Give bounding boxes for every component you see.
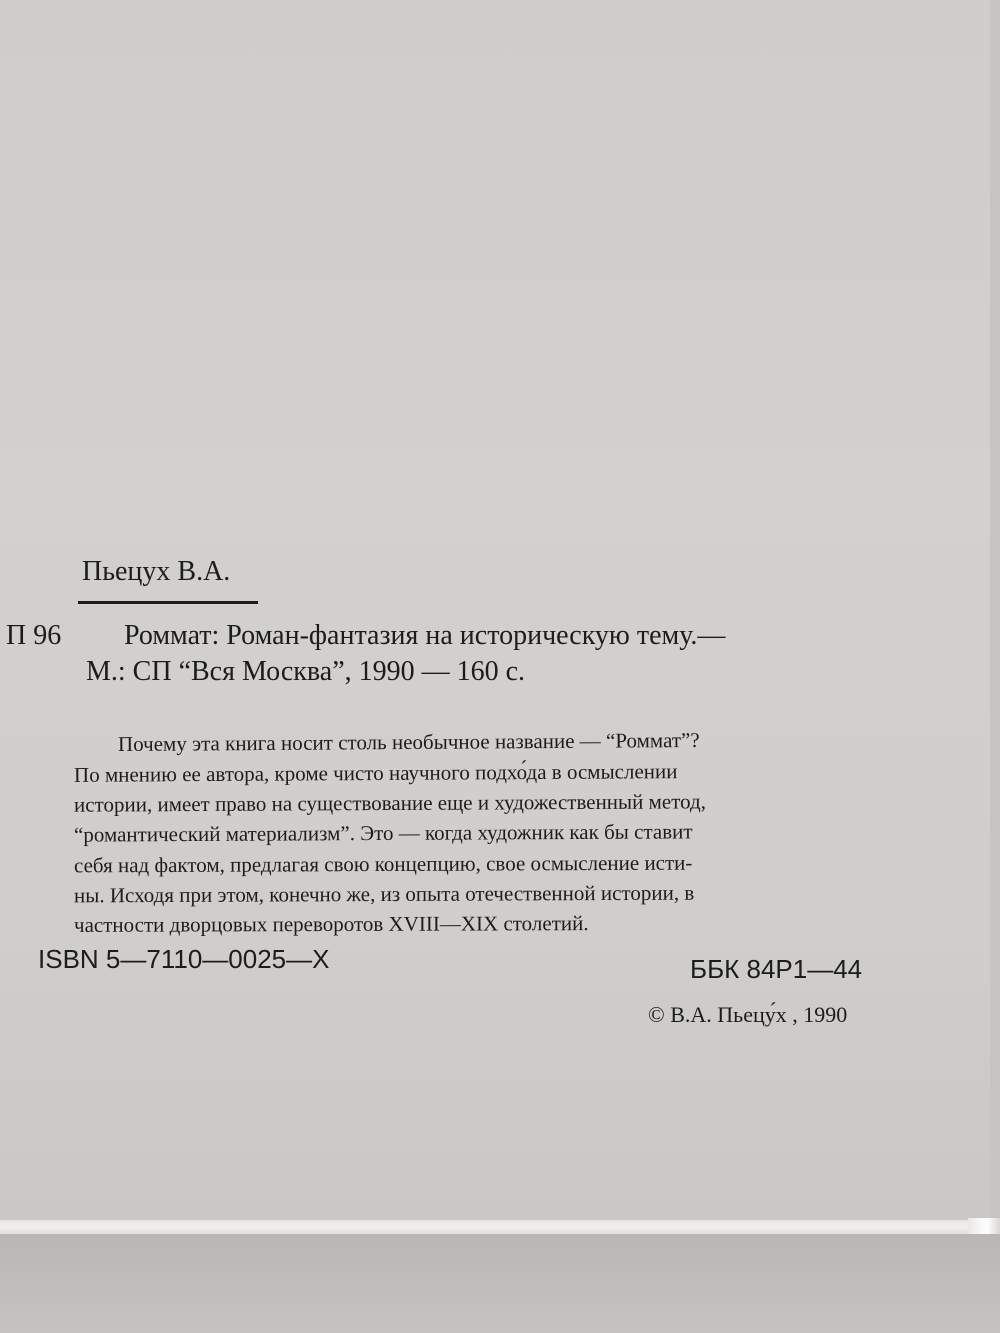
abstract-line-1: Почему эта книга носит столь необычное название — “Роммат”?: [117, 727, 700, 757]
bbk-code: ББК 84Р1—44: [690, 954, 863, 984]
abstract-line-5: себя над фактом, предлагая свою концепцию, свое осмысление исти-: [73, 850, 693, 878]
table-surface: [0, 1234, 1000, 1333]
copyright: © В.А. Пьецу́х , 1990: [648, 1002, 848, 1027]
abstract-line-6: ны. Исходя при этом, конечно же, из опыта отечественной истории, в: [73, 880, 695, 908]
isbn: ISBN 5—7110—0025—X: [38, 944, 330, 974]
abstract-line-4: “романтический материализм”. Это — когда художник как бы ставит: [73, 819, 693, 847]
title-line: Роммат: Роман-фантазия на историческую тему.—: [124, 620, 726, 651]
imprint-line: М.: СП “Вся Москва”, 1990 — 160 с.: [86, 656, 526, 687]
abstract-line-3: истории, имеет право на существование еще и художественный метод,: [73, 789, 707, 817]
catalog-code: П 96: [6, 620, 62, 651]
author-underline: [78, 601, 258, 604]
author-name: Пьецух В.А.: [82, 556, 231, 587]
abstract-line-7: частности дворцовых переворотов XVIII—XIX столетий.: [73, 911, 589, 937]
abstract-line-2: По мнению ее автора, кроме чисто научного подхо́да в осмыслении: [73, 759, 678, 787]
page-edge: [0, 1220, 1000, 1234]
